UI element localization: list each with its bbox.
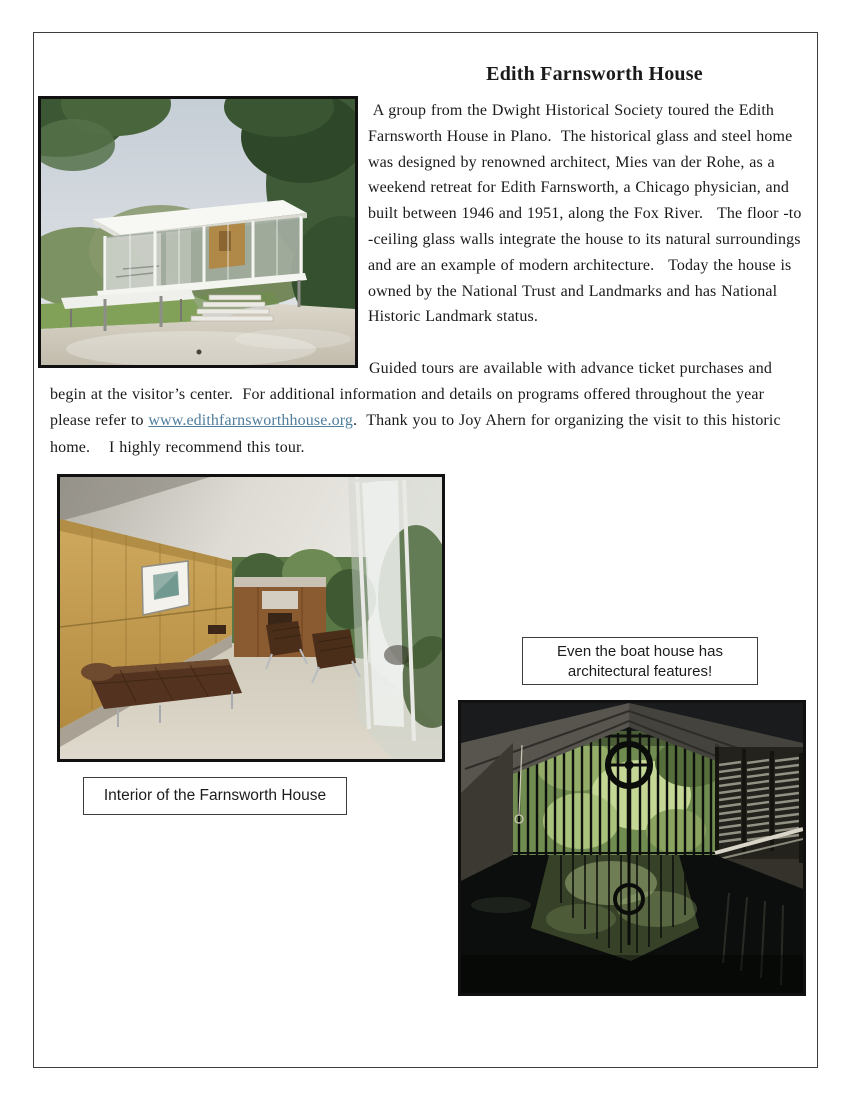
caption-boathouse: Even the boat house has architectural features! <box>522 637 758 685</box>
page-title: Edith Farnsworth House <box>486 63 703 85</box>
interior-photo-image <box>60 477 442 759</box>
website-link[interactable]: www.edithfarnsworthhouse.org <box>148 412 354 430</box>
exterior-photo-image <box>41 99 355 365</box>
document-page <box>33 32 818 1068</box>
interior-photo <box>57 474 445 762</box>
exterior-photo <box>38 96 358 368</box>
tours-text-before: Guided tours are available with advance ticket purchases and begin at the visitor’s center. For additional information and details on programs offered throughout the year please refer to <box>50 360 777 430</box>
boathouse-photo <box>458 700 806 996</box>
tours-text-after: . Thank you to Joy Ahern for organizing the visit to this historic home. I highly recommend this tour. <box>50 412 786 456</box>
tours-paragraph <box>50 356 809 461</box>
caption-interior: Interior of the Farnsworth House <box>83 777 347 815</box>
boathouse-photo-image <box>461 703 803 993</box>
intro-paragraph: A group from the Dwight Historical Society toured the Edith Farnsworth House in Plano. The historical glass and steel home was designed by renowned architect, Mies van der Rohe, as a weekend retreat for Edith Farnsworth, a Chicago physician, and built between 1946 and 1951, along the Fox River. The floor -to -ceiling glass walls integrate the house to its natural surroundings and are an example of modern architecture. Today the house is owned by the National Trust and Landmarks and has National Historic Landmark status. <box>368 102 807 326</box>
